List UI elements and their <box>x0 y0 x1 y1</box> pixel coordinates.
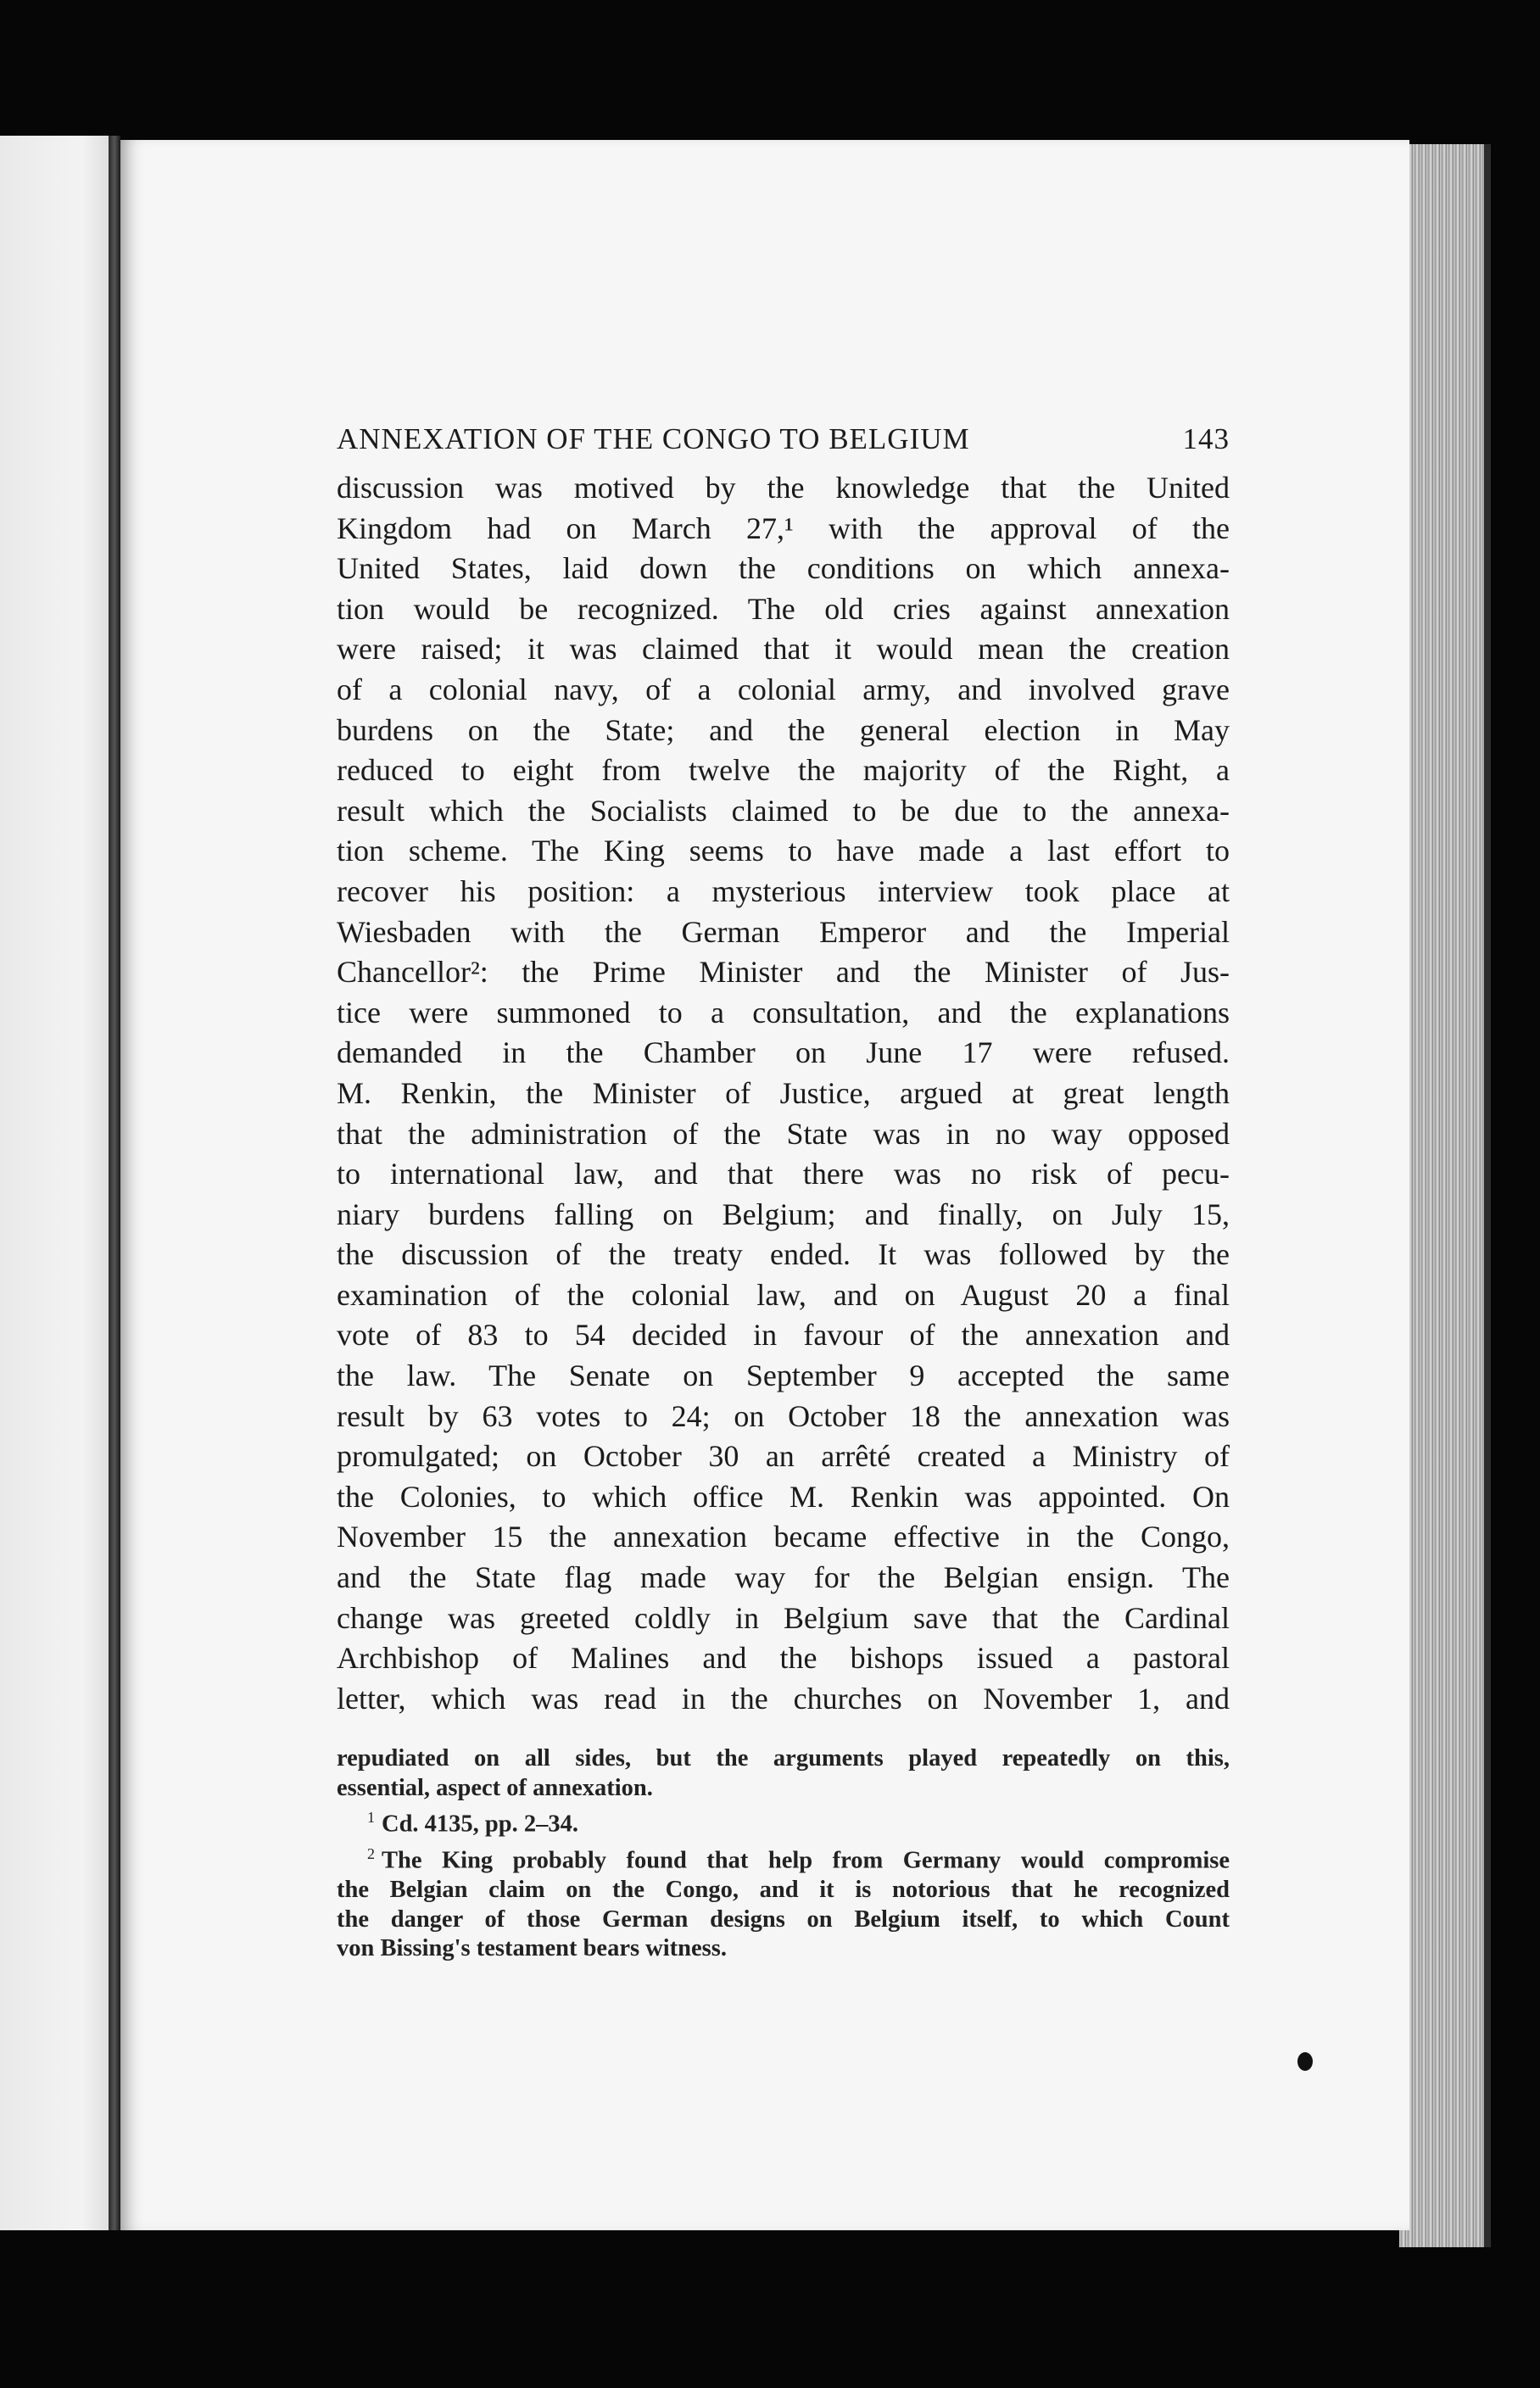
body-line: burdens on the State; and the general election in May <box>337 712 1230 747</box>
body-line: the law. The Senate on September 9 accepted the same <box>337 1359 1230 1393</box>
book-page <box>120 140 1409 2230</box>
body-line: demanded in the Chamber on June 17 were refused. <box>337 1035 1230 1070</box>
running-head <box>337 416 1230 468</box>
ink-speck <box>1297 2052 1313 2071</box>
body-line: that the administration of the State was in no way opposed <box>337 1116 1230 1151</box>
body-line: Kingdom had on March 27,¹ with the approval of the <box>337 511 1230 545</box>
body-line: result which the Socialists claimed to be due to the annexa- <box>337 793 1230 828</box>
text-block <box>337 416 1230 1964</box>
body-line: tion would be recognized. The old cries against annexation <box>337 591 1230 626</box>
body-line: result by 63 votes to 24; on October 18 the annexation was <box>337 1398 1230 1433</box>
facing-page-edge <box>0 136 117 2230</box>
body-line: to international law, and that there was no risk of pecu- <box>337 1157 1230 1191</box>
body-line: vote of 83 to 54 decided in favour of the annexation and <box>337 1318 1230 1353</box>
footnotes <box>337 1744 1230 1964</box>
body-line: tion scheme. The King seems to have made a last effort to <box>337 834 1230 868</box>
body-line: were raised; it was claimed that it would mean the creation <box>337 632 1230 667</box>
footnote-2-text: The King probably found that help from Germany would compromise <box>382 1847 1230 1874</box>
body-line: M. Renkin, the Minister of Justice, argued at great length <box>337 1075 1230 1110</box>
body-line: Chancellor²: the Prime Minister and the Minister of Jus- <box>337 955 1230 990</box>
book-gutter <box>109 136 120 2230</box>
body-line: examination of the colonial law, and on August 20 a final <box>337 1277 1230 1312</box>
footnote-continuation-line: essential, aspect of annexation. <box>337 1774 653 1801</box>
body-line: of a colonial navy, of a colonial army, and involved grave <box>337 672 1230 706</box>
body-line: niary burdens falling on Belgium; and finally, on July 15, <box>337 1197 1230 1231</box>
body-line: United States, laid down the conditions on which annexa- <box>337 551 1230 586</box>
footnote-2-line: the Belgian claim on the Congo, and it is notorious that he recognized <box>337 1877 1230 1904</box>
body-line: discussion was motived by the knowledge that the United <box>337 471 1230 505</box>
body-line: letter, which was read in the churches on November 1, and <box>337 1681 1230 1716</box>
body-line: Wiesbaden with the German Emperor and the Imperial <box>337 914 1230 949</box>
body-line: the discussion of the treaty ended. It was followed by the <box>337 1237 1230 1272</box>
body-line: November 15 the annexation became effective in the Congo, <box>337 1520 1230 1554</box>
running-head-title: ANNEXATION OF THE CONGO TO BELGIUM <box>337 422 970 455</box>
body-line: and the State flag made way for the Belgian ensign. The <box>337 1560 1230 1595</box>
body-line: reduced to eight from twelve the majority of the Right, a <box>337 753 1230 788</box>
footnote-continuation-line: repudiated on all sides, but the arguments played repeatedly on this, <box>337 1745 1230 1772</box>
body-paragraph <box>337 468 1230 1719</box>
footnote-1-text: Cd. 4135, pp. 2–34. <box>382 1811 579 1838</box>
body-line: recover his position: a mysterious interview took place at <box>337 873 1230 908</box>
footnote-2-first-line <box>337 1839 1230 1876</box>
footnote-2-marker: 2 <box>367 1845 375 1863</box>
body-line: Archbishop of Malines and the bishops issued a pastoral <box>337 1641 1230 1676</box>
page-stack-edge <box>1399 144 1491 2247</box>
footnote-1-marker: 1 <box>367 1809 375 1827</box>
body-line: the Colonies, to which office M. Renkin was appointed. On <box>337 1479 1230 1514</box>
page-number: 143 <box>1182 422 1230 455</box>
body-line: change was greeted coldly in Belgium save that the Cardinal <box>337 1600 1230 1635</box>
footnote-2-line: von Bissing's testament bears witness. <box>337 1935 727 1962</box>
footnote-2-line: the danger of those German designs on Belgium itself, to which Count <box>337 1905 1230 1933</box>
body-line: promulgated; on October 30 an arrêté created a Ministry of <box>337 1439 1230 1474</box>
footnote-1 <box>337 1803 1230 1839</box>
body-line: tice were summoned to a consultation, and the explanations <box>337 995 1230 1029</box>
